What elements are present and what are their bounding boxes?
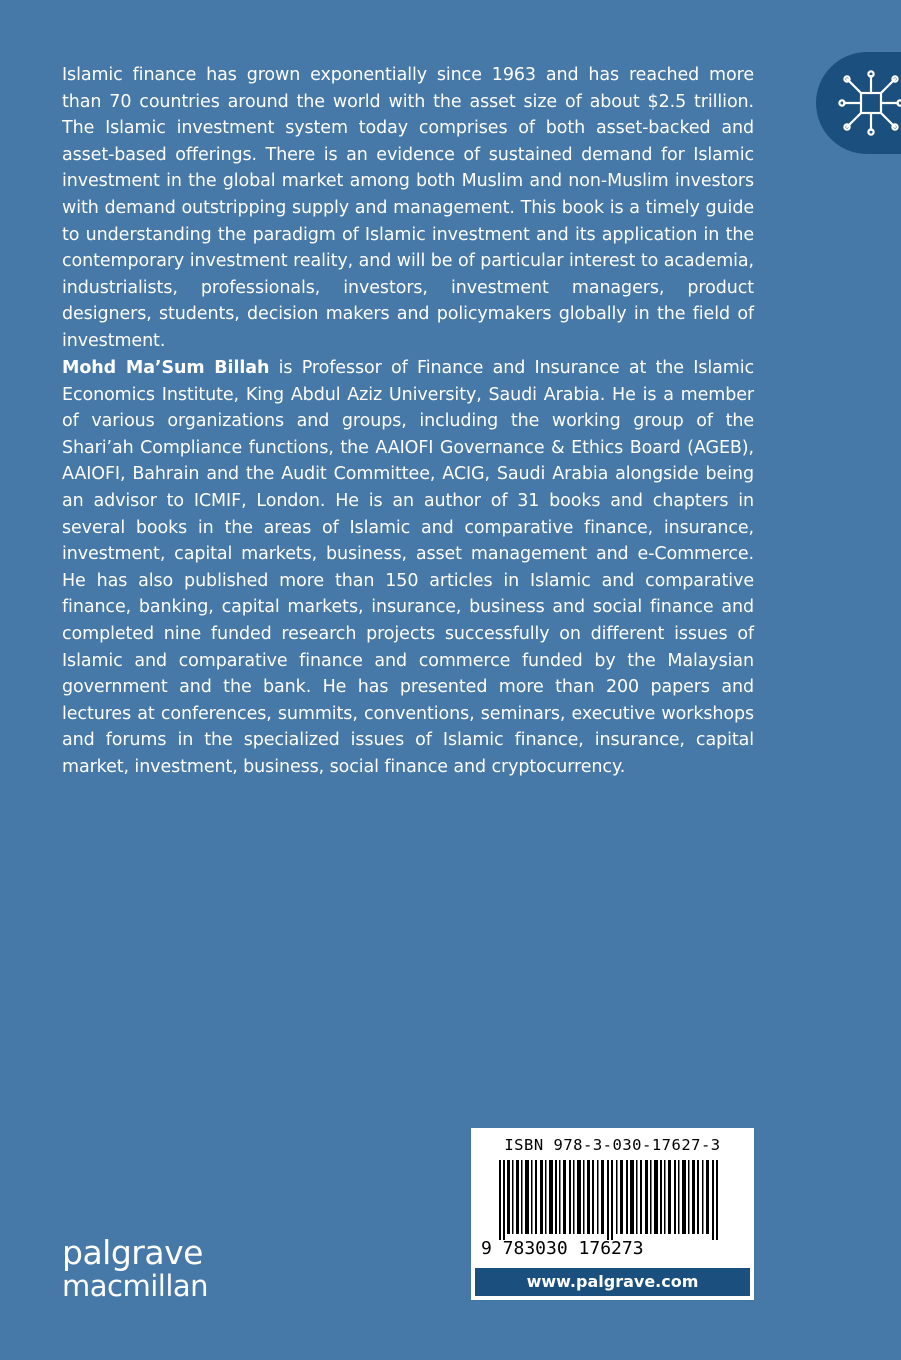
publisher-badge — [816, 52, 901, 154]
publisher-logo-line2: macmillan — [62, 1269, 209, 1303]
barcode-panel — [471, 1128, 754, 1300]
barcode-bars — [499, 1160, 729, 1240]
author-bio-text: is Professor of Finance and Insurance at the Islamic Economics Institute, King Abdul Aziz University, Saudi Arabia. He is a member of various organizations and groups, including the working group of the Shari’ah Compliance functions, the AAIOFI Governance & Ethics Board (AGEB), AAIOFI, Bahrain and the Audit Committee, ACIG, Saudi Arabia alongside being an advisor to ICMIF, London. He is an author of 31 books and chapters in several books in the areas of Islamic and comparative finance, insurance, investment, capital markets, business, asset management and e-Commerce. He has also published more than 150 articles in Islamic and comparative finance, banking, capital markets, insurance, business and social finance and completed nine funded research projects successfully on different issues of Islamic and comparative finance and commerce funded by the Malaysian government and the bank. He has presented more than 200 papers and lectures at conferences, summits, conventions, seminars, executive workshops and forums in the specialized issues of Islamic finance, insurance, capital market, investment, business, social finance and cryptocurrency. — [62, 358, 754, 777]
book-description: Islamic finance has grown exponentially since 1963 and has reached more than 70 countries around the world with the asset size of about $2.5 trillion. The Islamic investment system today comprises of both asset-backed and asset-based offerings. There is an evidence of sustained demand for Islamic investment in the global market among both Muslim and non-Muslim investors with demand outstripping supply and management. This book is a timely guide to understanding the paradigm of Islamic investment and its application in the contemporary investment reality, and will be of particular interest to academia, industrialists, professionals, investors, investment managers, product designers, students, decision makers and policymakers globally in the field of investment. — [62, 65, 754, 351]
isbn-label: ISBN 978-3-030-17627-3 — [504, 1136, 721, 1154]
publisher-website: www.palgrave.com — [475, 1268, 750, 1296]
publisher-logo-line1: palgrave — [62, 1233, 203, 1272]
publisher-logo — [62, 1233, 282, 1303]
barcode-digits: 9 783030 176273 — [481, 1238, 644, 1259]
author-biography — [62, 355, 754, 781]
author-name: Mohd Ma’Sum Billah — [62, 358, 270, 378]
network-node-icon — [834, 66, 901, 140]
